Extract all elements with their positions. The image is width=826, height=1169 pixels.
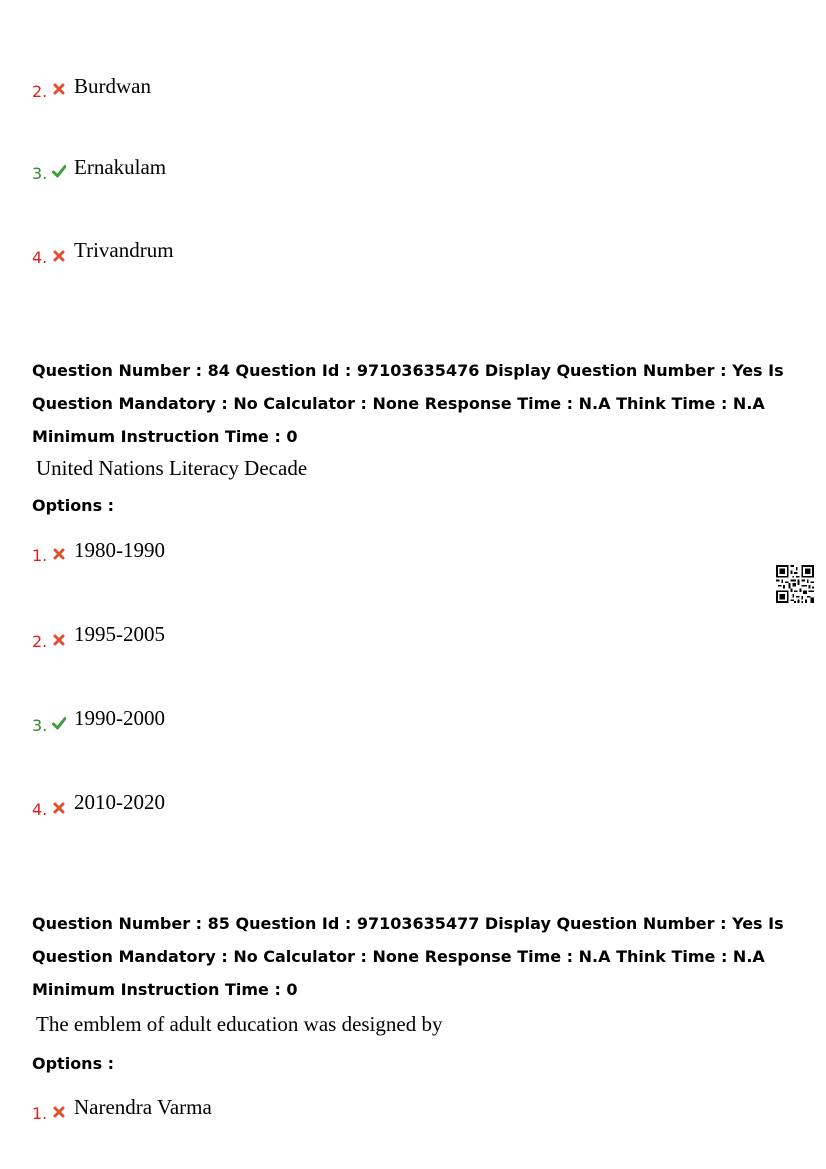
options-label: Options : [32,1054,115,1073]
option-text: 1980-1990 [74,538,165,562]
option-number: 2. [32,632,48,651]
cross-icon [52,1105,66,1119]
option-text: Trivandrum [74,238,174,262]
option-number: 2. [32,82,48,101]
question-text: United Nations Literacy Decade [36,456,308,480]
option-row [32,538,432,574]
option-text: 1995-2005 [74,622,165,646]
option-text: 1990-2000 [74,706,165,730]
question-meta: Question Number : 84 Question Id : 97103635476 Display Question Number : Yes Is Question Mandatory : No Calculator : None Response Time : N.A Think Time : N.A Minimum Instruction Time : 0 [32,361,784,446]
cross-icon [52,82,66,96]
option-row [32,1095,432,1134]
cross-icon [52,249,66,263]
option-number: 1. [32,546,48,565]
option-row [32,622,432,662]
check-icon [52,164,66,178]
question-text: The emblem of adult education was designed by [36,1012,443,1036]
option-row [32,790,432,830]
option-number: 3. [32,164,48,183]
qr-code-icon [776,565,814,603]
option-number: 4. [32,800,48,819]
check-icon [52,716,66,730]
cross-icon [52,547,66,561]
cross-icon [52,801,66,815]
option-text: Ernakulam [74,155,167,179]
option-row [32,155,432,192]
option-number: 4. [32,248,48,267]
option-text: Burdwan [74,74,151,98]
option-text: Narendra Varma [74,1095,212,1119]
cross-icon [52,633,66,647]
option-text: 2010-2020 [74,790,165,814]
option-row [32,74,432,108]
option-number: 1. [32,1104,48,1123]
options-label: Options : [32,496,115,515]
option-row [32,238,432,276]
option-number: 3. [32,716,48,735]
question-meta: Question Number : 85 Question Id : 97103635477 Display Question Number : Yes Is Question Mandatory : No Calculator : None Response Time : N.A Think Time : N.A Minimum Instruction Time : 0 [32,914,784,999]
option-row [32,706,432,745]
